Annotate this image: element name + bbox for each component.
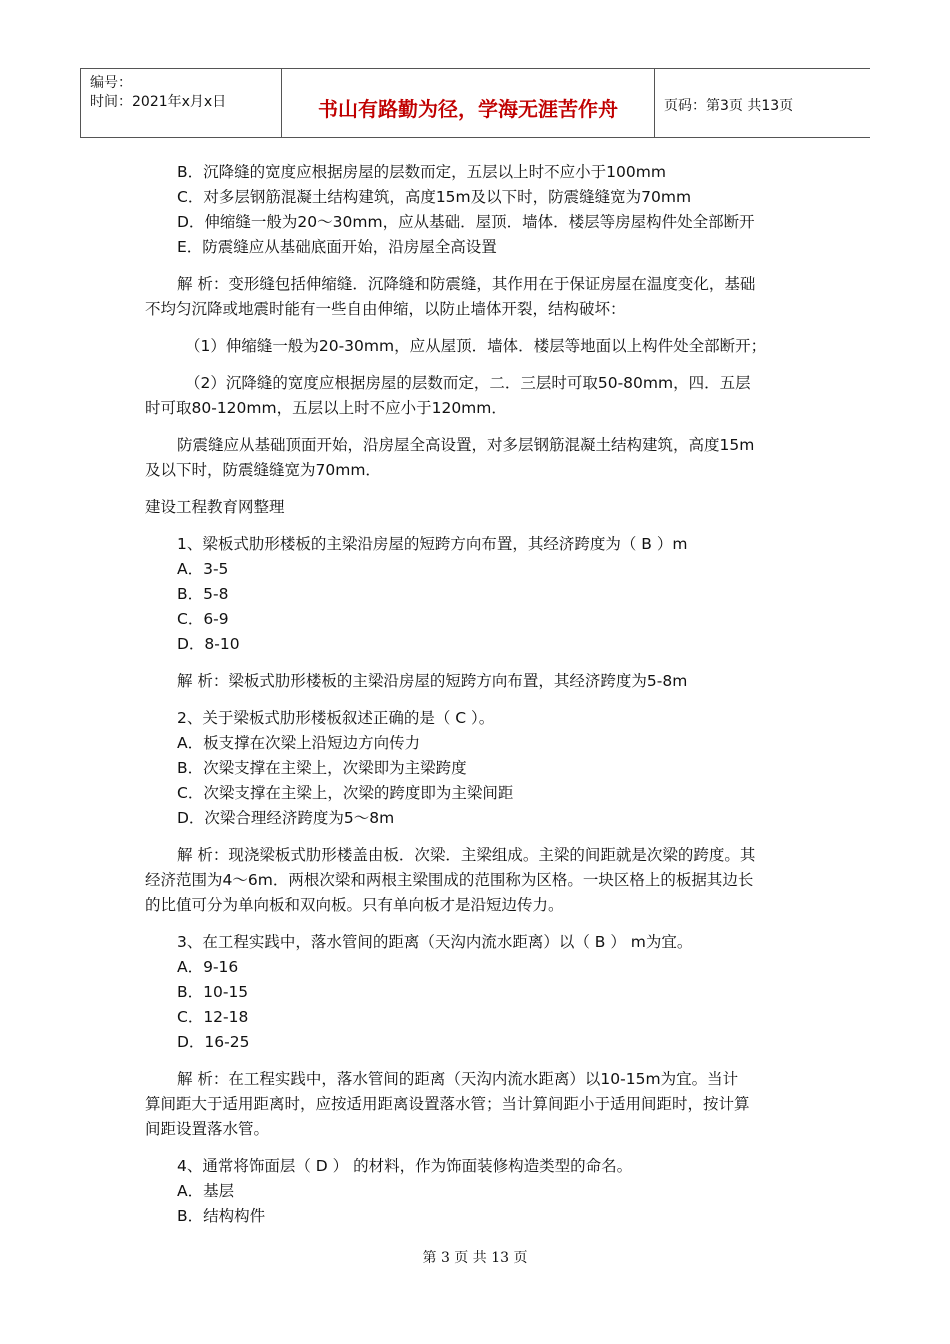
option-line: B．结构构件: [177, 1207, 266, 1225]
header-motto-cell: [281, 69, 655, 137]
option-line: C．6-9: [177, 610, 229, 628]
document-body: [145, 160, 805, 1229]
date-line: 时间：2021年x月x日: [90, 94, 227, 110]
option-line: D．16-25: [177, 1033, 250, 1051]
header-page-cell: [654, 69, 870, 137]
analysis-line: 间距设置落水管。: [145, 1120, 270, 1138]
analysis-line: 的比值可分为单向板和双向板。只有单向板才是沿短边传力。: [145, 896, 564, 914]
motto: 书山有路勤为径，学海无涯苦作舟: [318, 97, 618, 121]
option-line: C．12-18: [177, 1008, 249, 1026]
option-line: D．次梁合理经济跨度为5～8m: [177, 809, 395, 827]
analysis-item: （1）伸缩缝一般为20-30mm，应从屋顶．墙体．楼层等地面以上构件处全部断开；: [185, 337, 767, 355]
option-line: B．10-15: [177, 983, 249, 1001]
option-line: B．5-8: [177, 585, 229, 603]
analysis-line: 算间距大于适用距离时，应按适用距离设置落水管；当计算间距小于适用间距时，按计算: [145, 1095, 750, 1113]
option-line: B．沉降缝的宽度应根据房屋的层数而定，五层以上时不应小于100mm: [177, 163, 666, 181]
option-line: A．基层: [177, 1182, 235, 1200]
source-note: 建设工程教育网整理: [145, 498, 285, 516]
page-footer: 第 3 页 共 13 页: [422, 1250, 528, 1266]
page-info: 页码：第3页 共13页: [664, 98, 794, 114]
analysis-line: 解 析：梁板式肋形楼板的主梁沿房屋的短跨方向布置，其经济跨度为5-8m: [177, 672, 688, 690]
header-info-cell: [80, 69, 281, 137]
option-line: A．3-5: [177, 560, 229, 578]
analysis-line: 解 析：在工程实践中，落水管间的距离（天沟内流水距离）以10-15m为宜。当计: [177, 1070, 739, 1088]
analysis-line: 不均匀沉降或地震时能有一些自由伸缩，以防止墙体开裂，结构破坏：: [145, 300, 626, 318]
page-header: [80, 68, 870, 138]
analysis-line: 经济范围为4～6m．两根次梁和两根主梁围成的范围称为区格。一块区格上的板据其边长: [145, 871, 754, 889]
option-line: D．8-10: [177, 635, 240, 653]
number-label: 编号：: [90, 75, 132, 91]
analysis-line: 解 析：变形缝包括伸缩缝．沉降缝和防震缝，其作用在于保证房屋在温度变化，基础: [177, 275, 756, 293]
option-line: E．防震缝应从基础底面开始，沿房屋全高设置: [177, 238, 497, 256]
question-stem: 2、关于梁板式肋形楼板叙述正确的是（ C ）。: [177, 709, 495, 727]
option-line: B．次梁支撑在主梁上，次梁即为主梁跨度: [177, 759, 467, 777]
option-line: D．伸缩缝一般为20～30mm，应从基础．屋顶．墙体．楼层等房屋构件处全部断开: [177, 213, 755, 231]
option-line: C．对多层钢筋混凝土结构建筑，高度15m及以下时，防震缝缝宽为70mm: [177, 188, 692, 206]
analysis-line: 防震缝应从基础顶面开始，沿房屋全高设置，对多层钢筋混凝土结构建筑，高度15m: [177, 436, 755, 454]
analysis-line: 解 析：现浇梁板式肋形楼盖由板．次梁．主梁组成。主梁的间距就是次梁的跨度。其: [177, 846, 756, 864]
question-stem: 3、在工程实践中，落水管间的距离（天沟内流水距离）以（ B ） m为宜。: [177, 933, 693, 951]
analysis-line: 及以下时，防震缝缝宽为70mm．: [145, 461, 381, 479]
option-line: C．次梁支撑在主梁上，次梁的跨度即为主梁间距: [177, 784, 514, 802]
analysis-item: 时可取80-120mm，五层以上时不应小于120mm．: [145, 399, 507, 417]
question-stem: 4、通常将饰面层（ D ） 的材料，作为饰面装修构造类型的命名。: [177, 1157, 633, 1175]
option-line: A．9-16: [177, 958, 239, 976]
analysis-item: （2）沉降缝的宽度应根据房屋的层数而定，二．三层时可取50-80mm，四．五层: [185, 374, 751, 392]
option-line: A．板支撑在次梁上沿短边方向传力: [177, 734, 421, 752]
question-stem: 1、梁板式肋形楼板的主梁沿房屋的短跨方向布置，其经济跨度为（ B ）m: [177, 535, 688, 553]
